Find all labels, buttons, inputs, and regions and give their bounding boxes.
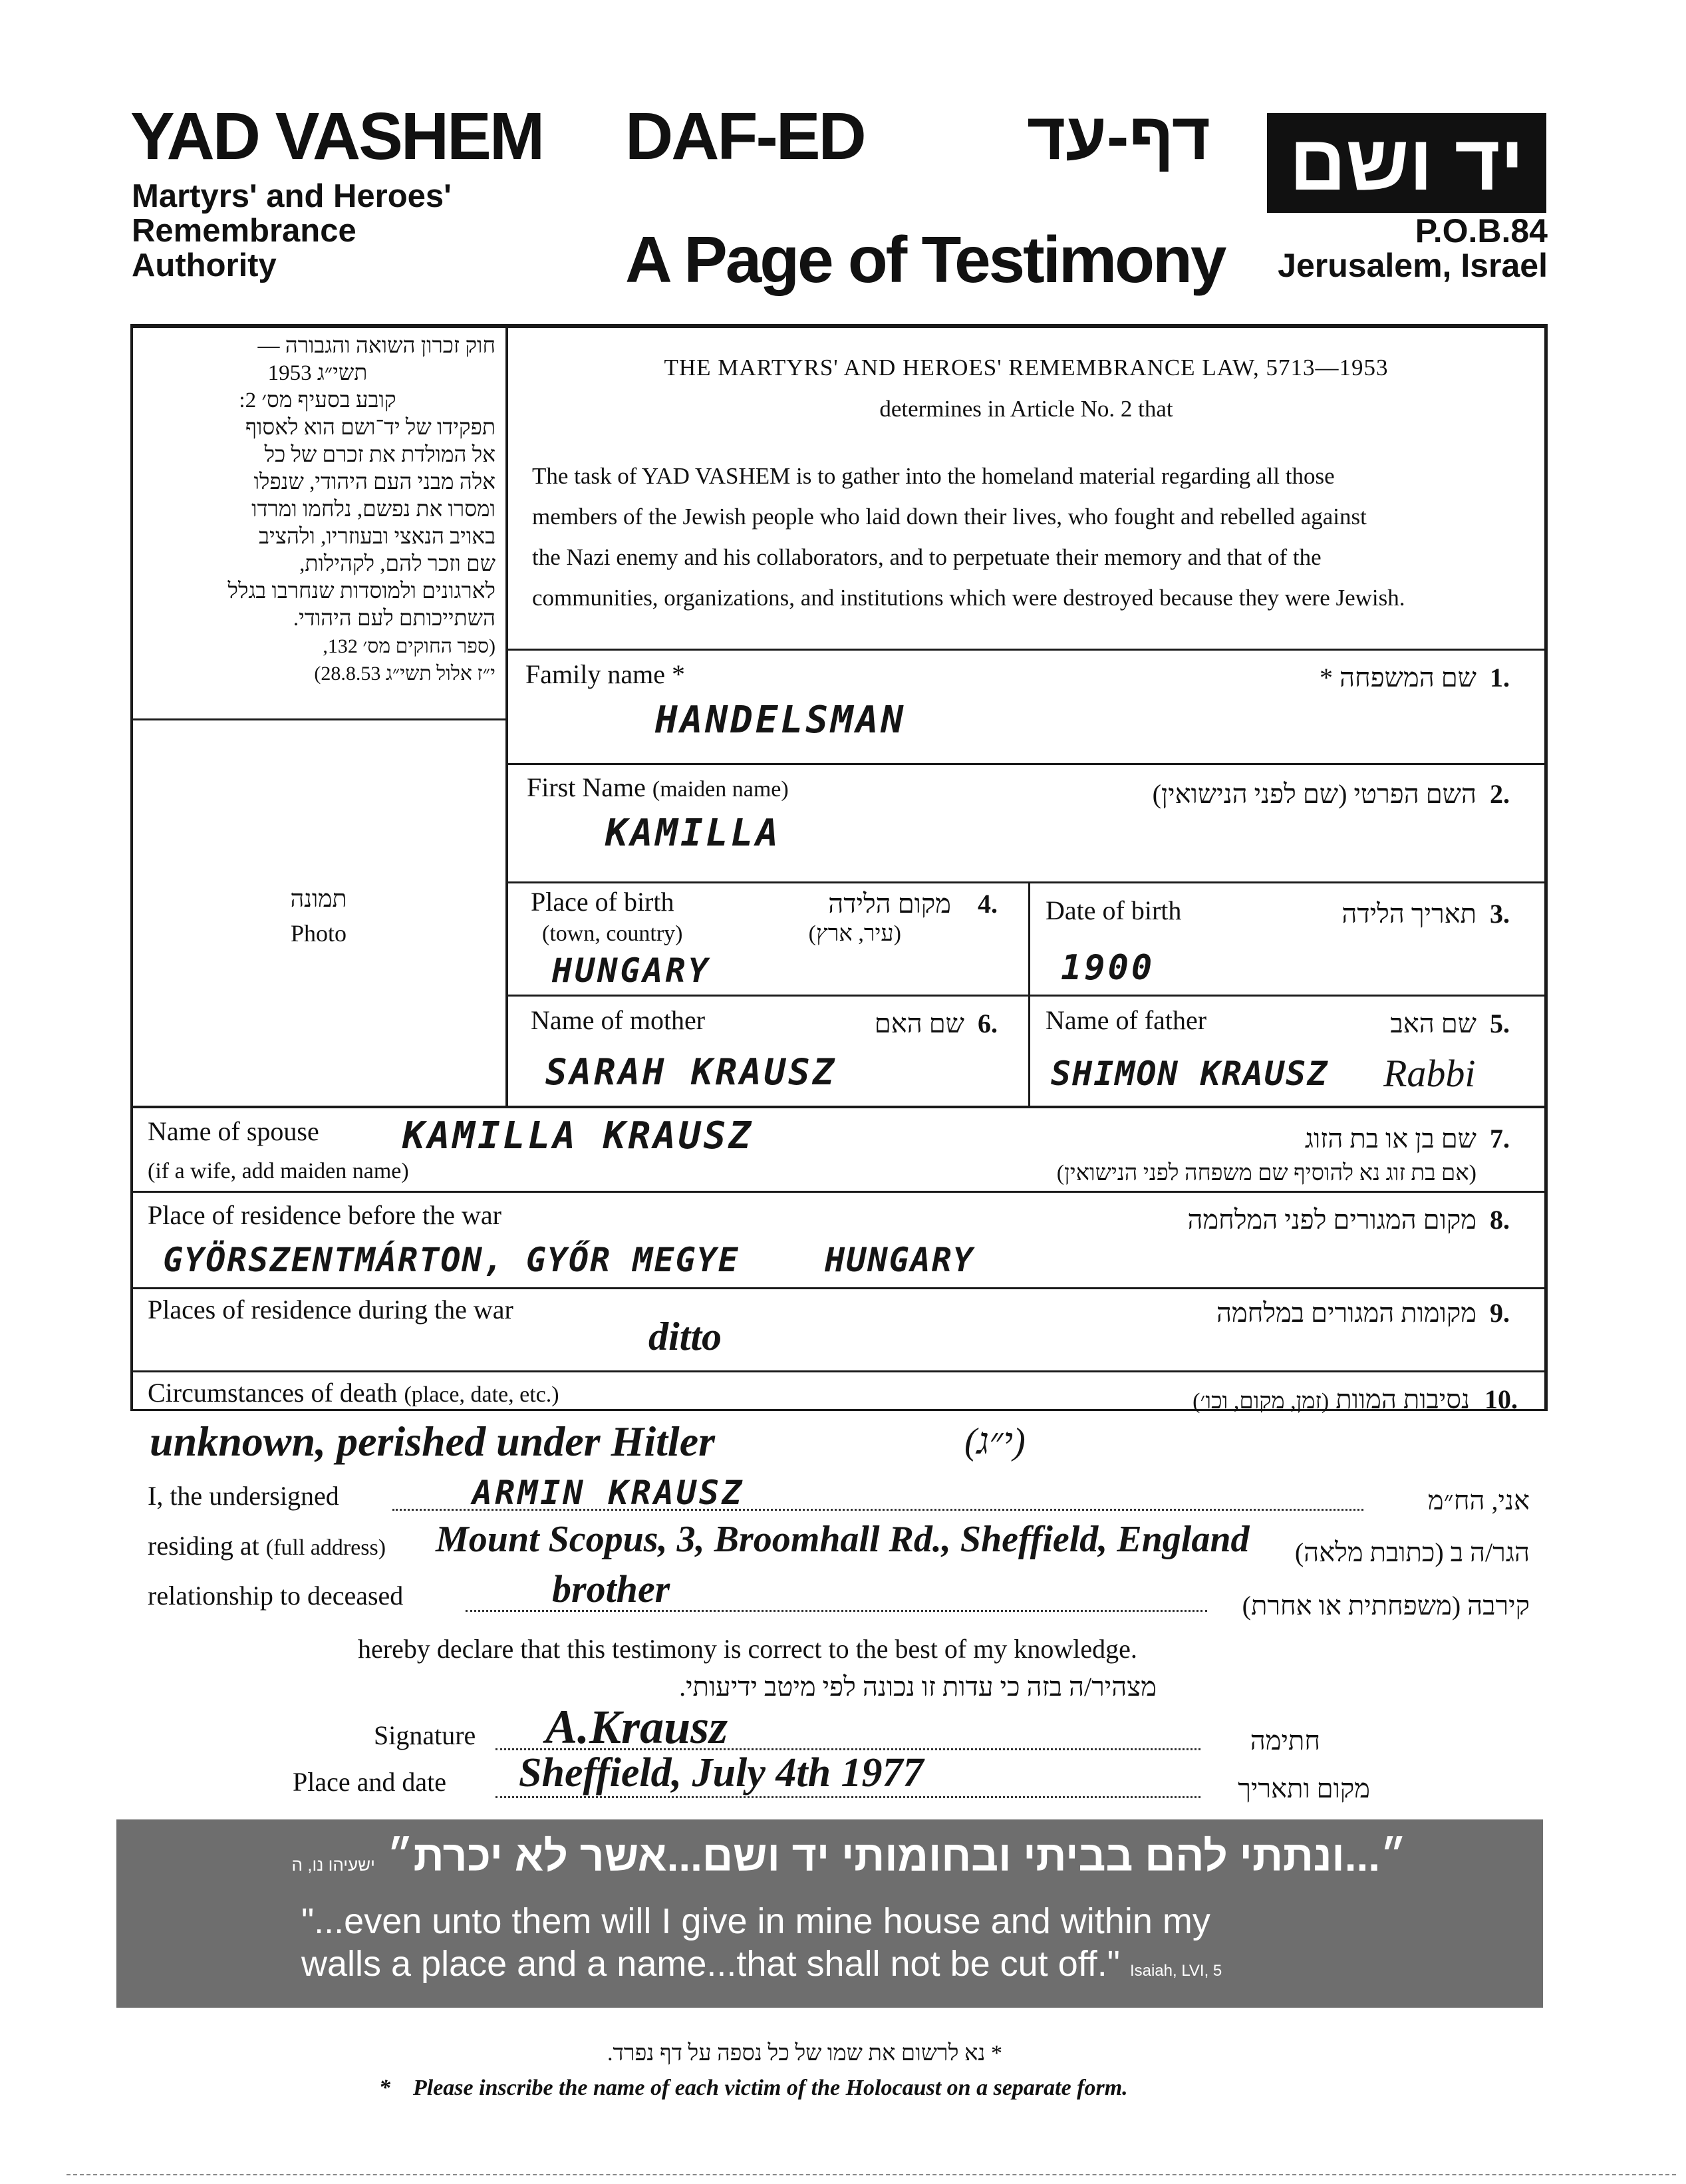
death-label [148, 1377, 559, 1408]
residence-before-label: Place of residence before the war [148, 1200, 501, 1230]
residing-label-text: residing at [148, 1531, 259, 1561]
undersigned-label: I, the undersigned [148, 1481, 339, 1511]
law-english-line-2: the Nazi enemy and his collaborators, and to perpetuate their memory and that of the [532, 544, 1322, 570]
date-of-birth-num: 3. [1490, 899, 1510, 929]
father-label: Name of father [1046, 1005, 1207, 1035]
signature-hebrew: חתימה [1250, 1726, 1320, 1756]
residence-during-value[interactable]: ditto [648, 1315, 722, 1358]
law-english-body [532, 456, 1530, 618]
org-name: YAD VASHEM [130, 99, 543, 174]
spouse-label: Name of spouse [148, 1116, 319, 1146]
relationship-value[interactable]: brother [552, 1567, 670, 1611]
hebrew-law-ref1: (ספר החוקים מס׳ 132, [323, 635, 495, 657]
mother-value[interactable]: SARAH KRAUSZ [545, 1051, 837, 1093]
place-of-birth-note: (town, country) [542, 921, 683, 946]
residence-before-num: 8. [1490, 1205, 1510, 1235]
frame-top [130, 324, 1547, 328]
frame-middle [505, 326, 508, 1106]
residence-before-hebrew: מקום המגורים לפני המלחמה [1187, 1205, 1476, 1235]
family-name-value[interactable]: HANDELSMAN [655, 699, 907, 742]
org-subtitle-2: Remembrance [132, 213, 356, 249]
law-english-line-3: communities, organizations, and institutions which were destroyed because they were Jewish. [532, 585, 1405, 611]
place-date-hebrew: מקום ותאריך [1238, 1774, 1370, 1803]
place-date-value[interactable]: Sheffield, July 4th 1977 [519, 1750, 924, 1795]
father-extra[interactable]: Rabbi [1383, 1052, 1476, 1095]
spouse-note: (if a wife, add maiden name) [148, 1159, 409, 1183]
place-of-birth-label: Place of birth [531, 887, 674, 917]
hebrew-law-line2: תשי״ג 1953 [267, 361, 368, 385]
mother-label: Name of mother [531, 1005, 706, 1035]
family-name-num: 1. [1490, 663, 1510, 693]
residing-label-note: (full address) [265, 1535, 386, 1560]
frame-left [130, 324, 133, 1411]
law-english-title: THE MARTYRS' AND HEROES' REMEMBRANCE LAW, 5713—1953 [664, 355, 1389, 381]
father-num: 5. [1490, 1009, 1510, 1038]
hebrew-law-line3: קובע בסעיף מס׳ 2: [239, 389, 396, 412]
row3-line [507, 995, 1546, 997]
first-name-label-text: First Name [527, 772, 646, 802]
spouse-num: 7. [1490, 1124, 1510, 1154]
place-of-birth-value[interactable]: HUNGARY [552, 951, 711, 990]
residence-during-hebrew: מקומות המגורים במלחמה [1216, 1298, 1476, 1328]
first-name-value[interactable]: KAMILLA [605, 812, 781, 855]
hebrew-law-body-1: אל המולדת את זכרם של כל [264, 443, 495, 467]
address-city: Jerusalem, Israel [1278, 247, 1548, 284]
spouse-hebrew: שם בן או בת הזוג [1304, 1124, 1476, 1154]
hebrew-law-body-7: השתייכותם לעם היהודי. [293, 607, 495, 631]
row6-line [130, 1287, 1547, 1289]
footer-english [379, 2076, 1128, 2101]
place-of-birth-num: 4. [978, 889, 998, 919]
family-name-hebrew: שם המשפחה * [1320, 663, 1476, 693]
banner-english-line1: "...even unto them will I give in mine house and within my [301, 1901, 1210, 1941]
undersigned-hebrew: אני, הח״מ [1427, 1485, 1530, 1515]
footer-english-text: Please inscribe the name of each victim of the Holocaust on a separate form. [413, 2076, 1128, 2100]
relationship-hebrew: קירבה (משפחתית או אחרת) [1242, 1591, 1530, 1621]
row1-line [507, 763, 1546, 765]
hebrew-law-body-5: שם וזכר להם, לקהילות, [299, 552, 495, 576]
date-of-birth-hebrew: תאריך הלידה [1341, 899, 1476, 929]
residing-hebrew: הגר/ה ב (כתובת מלאה) [1294, 1537, 1530, 1567]
hebrew-law-body-2: אלה מבני העם היהודי, שנפלו [253, 470, 495, 494]
death-hebrew-note: (זמן, מקום, וכו׳) [1193, 1389, 1330, 1414]
mother-hebrew: שם האם [874, 1009, 964, 1038]
footer-star: * [379, 2076, 390, 2100]
father-value[interactable]: SHIMON KRAUSZ [1051, 1054, 1329, 1093]
residence-during-num: 9. [1490, 1298, 1510, 1328]
photo-label-english: Photo [290, 920, 347, 947]
residing-label [148, 1530, 386, 1561]
undersigned-value[interactable]: ARMIN KRAUSZ [472, 1474, 745, 1512]
row5-line [130, 1191, 1547, 1193]
place-date-label: Place and date [293, 1767, 446, 1797]
frame-right [1544, 324, 1548, 1411]
first-name-num: 2. [1490, 779, 1510, 809]
banner-hebrew-quote: ״...ונתתי להם בביתי ובחומותי יד ושם...אשר לא יכרת״ [386, 1832, 1407, 1880]
father-hebrew: שם האב [1390, 1009, 1476, 1038]
row2-line [507, 881, 1546, 883]
banner-hebrew-ref: ישעיהו נו, ה [291, 1855, 375, 1875]
hebrew-law-line1: חוק זכרון השואה והגבורה — [257, 334, 495, 358]
death-num: 10. [1484, 1384, 1518, 1414]
quote-banner [116, 1819, 1543, 2008]
first-name-label [527, 772, 789, 803]
org-subtitle-1: Martyrs' and Heroes' [132, 178, 452, 214]
hebrew-law-divider [130, 718, 507, 720]
mother-num: 6. [978, 1009, 998, 1038]
footer-hebrew: * נא לרשום את שמו של כל נספה על דף נפרד. [607, 2041, 1002, 2066]
hebrew-law-body-0: תפקידו של יד־ושם הוא לאסוף [245, 416, 495, 440]
row4-line [130, 1106, 1547, 1108]
place-of-birth-hebrew: מקום הלידה [828, 889, 951, 919]
declaration-hebrew: מצהיר/ה בזה כי עדות זו נכונה לפי מיטב ידיעותי. [679, 1672, 1157, 1702]
law-english-line-0: The task of YAD VASHEM is to gather into the homeland material regarding all those [532, 463, 1335, 489]
signature-value[interactable]: A.Krausz [545, 1700, 728, 1754]
daf-ed-title: DAF-ED [625, 99, 865, 174]
page-title: A Page of Testimony [625, 223, 1225, 296]
death-hebrew [998, 1384, 1470, 1415]
residing-value[interactable]: Mount Scopus, 3, Broomhall Rd., Sheffield, England [436, 1519, 1250, 1560]
hebrew-law-body-6: לארגונים ולמוסדות שנחרבו בגלל [227, 579, 495, 603]
law-english-line-1: members of the Jewish people who laid down their lives, who fought and rebelled against [532, 504, 1367, 530]
hebrew-law-body-4: באויב הנאצי ובעוזריו, ולהציב [259, 525, 495, 549]
family-name-label: Family name * [525, 659, 685, 689]
hebrew-law-body-3: ומסרו את נפשם, נלחמו ומרדו [251, 498, 495, 522]
relationship-label: relationship to deceased [148, 1581, 404, 1611]
death-value[interactable]: unknown, perished under Hitler [150, 1418, 715, 1465]
banner-english-line2-text: walls a place and a name...that shall not be cut off." [301, 1944, 1120, 1984]
first-name-hebrew: השם הפרטי (שם לפני הנישואין) [1152, 779, 1476, 809]
banner-english-line2 [301, 1941, 1222, 1994]
spouse-value[interactable]: KAMILLA KRAUSZ [402, 1114, 754, 1158]
photo-label-hebrew: תמונה [290, 885, 347, 912]
signature-label: Signature [374, 1720, 476, 1750]
death-label-text: Circumstances of death [148, 1378, 398, 1408]
row7-line [130, 1370, 1547, 1372]
hebrew-law-block [140, 333, 495, 687]
spouse-hebrew-note: (אם בת זוג נא להוסיף שם משפחה לפני הנישואין) [1056, 1161, 1476, 1185]
death-label-note: (place, date, etc.) [404, 1382, 559, 1407]
banner-hebrew-line [116, 1826, 1407, 1895]
death-hebrew-text: נסיבות המוות [1335, 1384, 1470, 1414]
law-bottom-line [507, 649, 1546, 651]
logo-hebrew-text: יד ושם [1289, 119, 1524, 207]
banner-english-ref: Isaiah, LVI, 5 [1129, 1962, 1222, 1980]
residence-before-value[interactable]: GYÖRSZENTMÁRTON, GYŐR MEGYE HUNGARY [163, 1241, 974, 1279]
death-extra[interactable]: (י״ג) [964, 1421, 1026, 1462]
residence-during-label: Places of residence during the war [148, 1295, 513, 1325]
place-of-birth-hebrew-note: (עיר, ארץ) [808, 921, 901, 946]
po-box: P.O.B.84 [1415, 212, 1548, 249]
bottom-edge-line [67, 2174, 1676, 2175]
date-of-birth-label: Date of birth [1046, 895, 1182, 925]
declaration-english: hereby declare that this testimony is correct to the best of my knowledge. [358, 1634, 1137, 1664]
org-subtitle-3: Authority [132, 247, 277, 283]
law-english-subtitle: determines in Article No. 2 that [879, 396, 1173, 422]
first-name-label-note: (maiden name) [652, 777, 789, 802]
logo-block [1267, 113, 1546, 213]
hebrew-law-ref2: י״ז אלול תשי״ג 28.8.53) [314, 663, 495, 685]
date-of-birth-value[interactable]: 1900 [1061, 948, 1155, 988]
daf-ed-hebrew: דף-עד [1026, 99, 1210, 174]
